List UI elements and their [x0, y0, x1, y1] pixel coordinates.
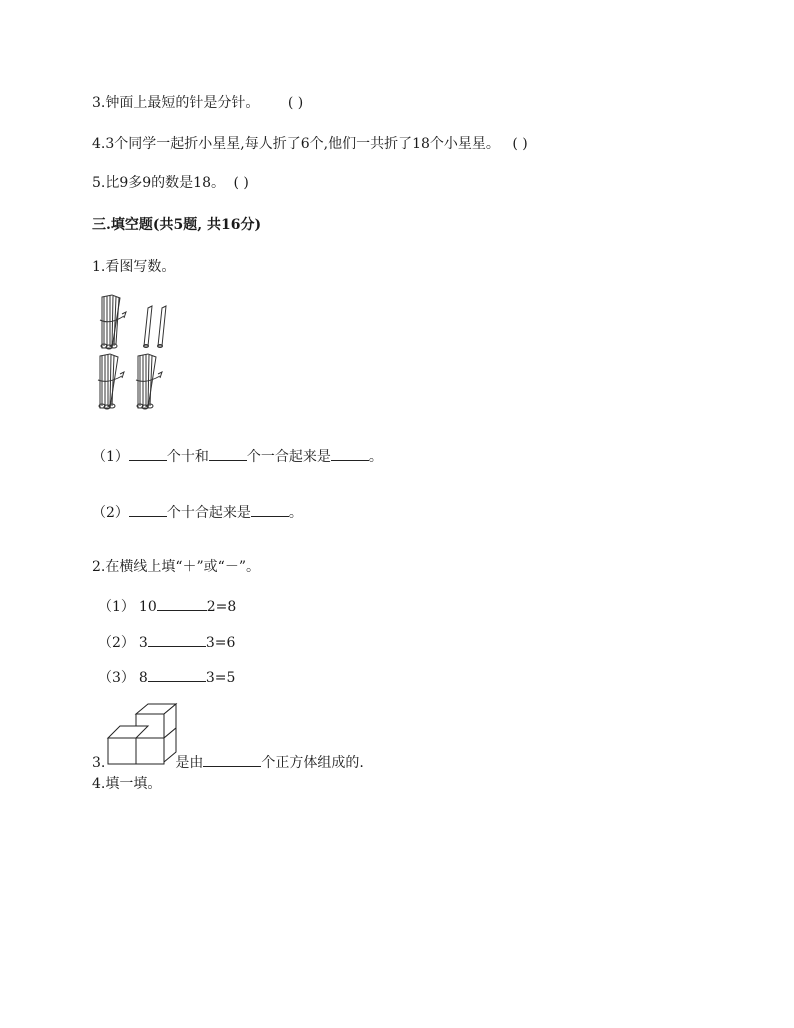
judgment-q3-answer-paren[interactable]: ( ) [287, 95, 304, 111]
part2-text-b: 个十合起来是 [166, 505, 251, 521]
fill-q2-row2 [98, 632, 235, 652]
row2-operator-blank[interactable] [148, 632, 206, 647]
row2-right: 3=6 [205, 635, 236, 651]
bundle-of-ten-icon [98, 354, 124, 409]
part1-label: （1） [92, 449, 129, 465]
row2-label: （2） [98, 635, 135, 651]
judgment-q4 [92, 135, 528, 153]
fill-q2-title: 2.在横线上填“＋”或“－”。 [92, 559, 260, 575]
part2-label: （2） [92, 505, 129, 521]
row3-right: 3=5 [205, 670, 236, 686]
row3-left: 8 [138, 670, 148, 686]
judgment-q3 [92, 94, 303, 112]
fill-q1-part2 [92, 502, 303, 522]
total-blank[interactable] [331, 446, 369, 461]
tens-blank-2[interactable] [129, 502, 167, 517]
row3-operator-blank[interactable] [148, 667, 206, 682]
fill-q1-part1 [92, 446, 383, 466]
single-stick-icon [158, 306, 167, 348]
section-heading: 三.填空题(共5题, 共16分) [92, 217, 262, 233]
row1-label: （1） [98, 599, 135, 615]
fill-q2-row3 [98, 667, 235, 687]
judgment-q5 [92, 174, 249, 192]
row1-right: 2=8 [206, 599, 237, 615]
part1-text-c: 个一合起来是 [246, 449, 331, 465]
stick-bundles-illustration [92, 292, 182, 412]
row3-label: （3） [98, 670, 135, 686]
part1-text-d: 。 [368, 449, 383, 465]
bundle-of-ten-icon [136, 354, 162, 409]
fill-q4-title: 4.填一填。 [92, 776, 162, 792]
judgment-q3-text: 3.钟面上最短的针是分针。 [92, 95, 260, 111]
cube-count-blank[interactable] [203, 752, 261, 767]
fill-q3-text-a: 是由 [175, 755, 204, 771]
fill-q3 [92, 752, 364, 772]
row1-left: 10 [138, 599, 157, 615]
judgment-q5-answer-paren[interactable]: ( ) [233, 175, 249, 191]
part1-text-b: 个十和 [166, 449, 209, 465]
bundle-of-ten-icon [100, 295, 126, 349]
tens-blank[interactable] [129, 446, 167, 461]
fill-q3-text-b: 个正方体组成的. [261, 755, 364, 771]
total-blank-2[interactable] [251, 502, 289, 517]
part2-text-c: 。 [288, 505, 303, 521]
judgment-q4-text: 4.3个同学一起折小星星,每人折了6个,他们一共折了18个小星星。 [92, 136, 500, 152]
row1-operator-blank[interactable] [157, 596, 207, 611]
single-stick-icon [144, 306, 153, 348]
judgment-q4-answer-paren[interactable]: ( ) [512, 136, 528, 152]
fill-q1-title: 1.看图写数。 [92, 259, 176, 275]
judgment-q5-text: 5.比9多9的数是18。 [92, 175, 225, 191]
ones-blank[interactable] [209, 446, 247, 461]
row2-left: 3 [138, 635, 148, 651]
fill-q2-row1 [98, 596, 236, 616]
fill-q3-num: 3. [92, 755, 106, 771]
